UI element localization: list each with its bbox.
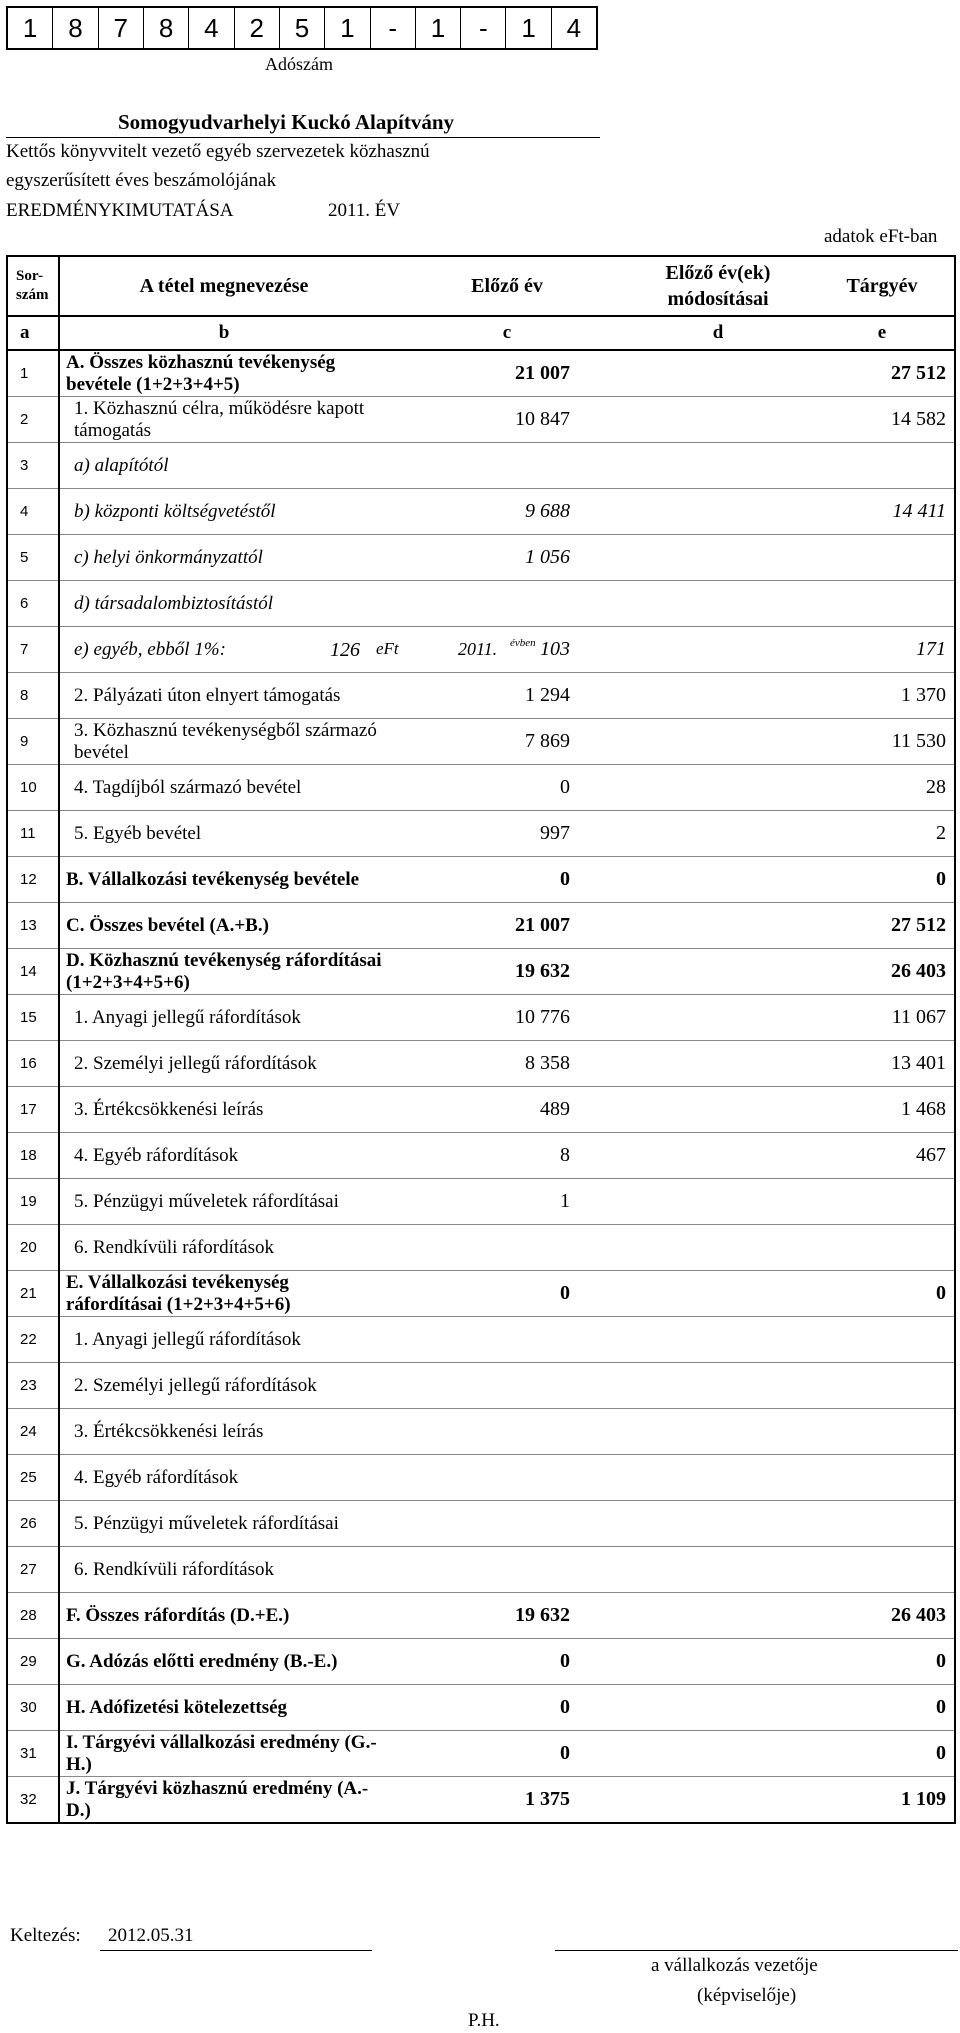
row-label bbox=[59, 1179, 388, 1225]
row-label bbox=[59, 1225, 388, 1271]
row-number: 19 bbox=[7, 1179, 59, 1225]
table-row bbox=[7, 1777, 955, 1824]
table-row bbox=[7, 857, 955, 903]
prev-year-value: 103 bbox=[388, 627, 626, 673]
prev-year-value: 0 bbox=[388, 1271, 626, 1317]
row-label-text: I. Tárgyévi vállalkozási eredmény (G.-H.) bbox=[66, 1731, 377, 1775]
row-label bbox=[59, 1593, 388, 1639]
letter-a: a bbox=[7, 316, 59, 350]
tax-number-digit: - bbox=[371, 8, 416, 48]
row-number: 14 bbox=[7, 949, 59, 995]
row-label bbox=[59, 489, 388, 535]
current-year-value bbox=[810, 1547, 955, 1593]
date-underline bbox=[100, 1950, 372, 1951]
modification-value bbox=[626, 489, 810, 535]
modification-value bbox=[626, 1639, 810, 1685]
row-label bbox=[59, 1271, 388, 1317]
table-row bbox=[7, 1087, 955, 1133]
row-label bbox=[59, 627, 536, 673]
table-row bbox=[7, 535, 955, 581]
row-label-text: 1. Anyagi jellegű ráfordítások bbox=[74, 1006, 301, 1028]
one-percent-year: 2011. bbox=[458, 639, 498, 659]
prev-year-value: 21 007 bbox=[388, 350, 626, 397]
prev-year-value bbox=[388, 1317, 626, 1363]
current-year-value: 11 067 bbox=[810, 995, 955, 1041]
prev-year-value: 489 bbox=[388, 1087, 626, 1133]
prev-year-value bbox=[388, 1363, 626, 1409]
modification-value bbox=[626, 1685, 810, 1731]
row-label bbox=[59, 1133, 388, 1179]
year-label: 2011. ÉV bbox=[328, 200, 401, 221]
current-year-value bbox=[810, 581, 955, 627]
modification-value bbox=[626, 1501, 810, 1547]
modification-value bbox=[626, 673, 810, 719]
prev-year-value bbox=[388, 1501, 626, 1547]
prev-year-value: 21 007 bbox=[388, 903, 626, 949]
tax-number-digit: 2 bbox=[235, 8, 280, 48]
units-note: adatok eFt-ban bbox=[824, 226, 938, 247]
prev-year-value: 9 688 bbox=[388, 489, 626, 535]
modification-value bbox=[626, 627, 810, 673]
current-year-value: 0 bbox=[810, 1731, 955, 1777]
row-label-text: B. Vállalkozási tevékenység bevétele bbox=[66, 868, 360, 890]
current-year-value: 467 bbox=[810, 1133, 955, 1179]
tax-number-digit: 5 bbox=[280, 8, 325, 48]
table-row bbox=[7, 1225, 955, 1271]
row-label-text: 3. Közhasznú tevékenységből származó bevétel bbox=[74, 719, 377, 763]
table-row bbox=[7, 1317, 955, 1363]
subtitle-line-1: Kettős könyvvitelt vezető egyéb szervezetek közhasznú bbox=[6, 141, 430, 162]
row-label bbox=[59, 350, 388, 397]
row-number: 30 bbox=[7, 1685, 59, 1731]
row-number: 5 bbox=[7, 535, 59, 581]
row-label bbox=[59, 1731, 388, 1777]
row-label bbox=[59, 903, 388, 949]
row-label bbox=[59, 1685, 388, 1731]
tax-number-digit: 1 bbox=[506, 8, 551, 48]
row-number: 3 bbox=[7, 443, 59, 489]
modification-value bbox=[626, 1409, 810, 1455]
prev-year-value: 1 294 bbox=[388, 673, 626, 719]
row-label bbox=[59, 1777, 388, 1824]
current-year-value: 26 403 bbox=[810, 1593, 955, 1639]
row-number: 16 bbox=[7, 1041, 59, 1087]
modification-value bbox=[626, 1133, 810, 1179]
one-percent-amount: 126 bbox=[330, 639, 360, 661]
modification-value bbox=[626, 1363, 810, 1409]
table-row bbox=[7, 627, 955, 673]
row-number: 23 bbox=[7, 1363, 59, 1409]
prev-year-value: 10 776 bbox=[388, 995, 626, 1041]
row-label-text: 2. Személyi jellegű ráfordítások bbox=[74, 1052, 317, 1074]
table-row bbox=[7, 765, 955, 811]
prev-year-value: 19 632 bbox=[388, 1593, 626, 1639]
modification-value bbox=[626, 1731, 810, 1777]
row-label bbox=[59, 1363, 388, 1409]
prev-year-value bbox=[388, 1455, 626, 1501]
prev-year-value bbox=[388, 1409, 626, 1455]
stamp-placeholder: P.H. bbox=[468, 2010, 500, 2031]
row-number: 11 bbox=[7, 811, 59, 857]
row-label-text: D. Közhasznú tevékenység ráfordításai (1+2+3+4+5+6) bbox=[66, 949, 382, 993]
modification-value bbox=[626, 1041, 810, 1087]
header-sorszam: Sor- szám bbox=[7, 256, 59, 316]
modification-value bbox=[626, 857, 810, 903]
row-label-text: 5. Pénzügyi műveletek ráfordításai bbox=[74, 1190, 339, 1212]
row-label-text: 4. Egyéb ráfordítások bbox=[74, 1466, 239, 1488]
modification-value bbox=[626, 581, 810, 627]
title-underline bbox=[6, 137, 600, 138]
modification-value bbox=[626, 1087, 810, 1133]
row-number: 15 bbox=[7, 995, 59, 1041]
header-modifications: Előző év(ek) módosításai bbox=[626, 256, 810, 316]
tax-number-digit: 4 bbox=[566, 12, 582, 43]
signer-subtitle: (képviselője) bbox=[697, 1985, 797, 2006]
row-number: 22 bbox=[7, 1317, 59, 1363]
modification-value bbox=[626, 535, 810, 581]
row-number: 31 bbox=[7, 1731, 59, 1777]
current-year-value bbox=[810, 1363, 955, 1409]
tax-number-digit: - bbox=[461, 8, 506, 48]
row-label-text: 5. Pénzügyi műveletek ráfordításai bbox=[74, 1512, 339, 1534]
organization-name: Somogyudvarhelyi Kuckó Alapítvány bbox=[118, 110, 455, 134]
row-label-text: 1. Anyagi jellegű ráfordítások bbox=[74, 1328, 301, 1350]
row-label bbox=[59, 673, 388, 719]
row-label-text: 1. Közhasznú célra, működésre kapott támogatás bbox=[74, 397, 365, 441]
row-label-text: J. Tárgyévi közhasznú eredmény (A.-D.) bbox=[66, 1777, 369, 1821]
prev-year-value: 1 375 bbox=[388, 1777, 626, 1824]
current-year-value bbox=[810, 443, 955, 489]
row-number: 27 bbox=[7, 1547, 59, 1593]
income-statement-table bbox=[6, 255, 956, 1824]
row-label bbox=[59, 1501, 388, 1547]
subtitle-line-3: EREDMÉNYKIMUTATÁSA bbox=[6, 200, 234, 221]
table-row bbox=[7, 995, 955, 1041]
current-year-value: 2 bbox=[810, 811, 955, 857]
modification-value bbox=[626, 1547, 810, 1593]
current-year-value: 14 411 bbox=[810, 489, 955, 535]
tax-number-box bbox=[6, 6, 598, 50]
tax-number-digit: 4 bbox=[189, 8, 234, 48]
header-name: A tétel megnevezése bbox=[59, 256, 388, 316]
signature-line bbox=[555, 1950, 958, 1951]
current-year-value bbox=[810, 1501, 955, 1547]
current-year-value: 27 512 bbox=[810, 350, 955, 397]
row-label-text: H. Adófizetési kötelezettség bbox=[66, 1696, 288, 1718]
prev-year-value bbox=[388, 581, 626, 627]
current-year-value: 11 530 bbox=[810, 719, 955, 765]
header-current-year: Tárgyév bbox=[810, 256, 955, 316]
table-row bbox=[7, 489, 955, 535]
prev-year-value: 0 bbox=[388, 1731, 626, 1777]
row-number: 10 bbox=[7, 765, 59, 811]
current-year-value: 1 370 bbox=[810, 673, 955, 719]
table-row bbox=[7, 719, 955, 765]
table-row bbox=[7, 811, 955, 857]
row-label-text: d) társadalombiztosítástól bbox=[74, 592, 273, 614]
row-label-text: 3. Értékcsökkenési leírás bbox=[74, 1420, 264, 1442]
row-number: 6 bbox=[7, 581, 59, 627]
letter-b: b bbox=[59, 316, 388, 350]
modification-value bbox=[626, 1271, 810, 1317]
table-row bbox=[7, 1041, 955, 1087]
row-label bbox=[59, 995, 388, 1041]
date-value: 2012.05.31 bbox=[108, 1925, 194, 1946]
table-row bbox=[7, 1501, 955, 1547]
modification-value bbox=[626, 443, 810, 489]
current-year-value: 0 bbox=[810, 1685, 955, 1731]
row-label-text: 4. Tagdíjból származó bevétel bbox=[74, 776, 302, 798]
table-row bbox=[7, 1455, 955, 1501]
current-year-value: 171 bbox=[810, 627, 955, 673]
row-label bbox=[59, 1409, 388, 1455]
table-row bbox=[7, 1179, 955, 1225]
table-row bbox=[7, 443, 955, 489]
modification-value bbox=[626, 719, 810, 765]
row-number: 17 bbox=[7, 1087, 59, 1133]
prev-year-value: 8 358 bbox=[388, 1041, 626, 1087]
row-label-text: 2. Személyi jellegű ráfordítások bbox=[74, 1374, 317, 1396]
row-number: 4 bbox=[7, 489, 59, 535]
table-row bbox=[7, 673, 955, 719]
current-year-value: 1 109 bbox=[810, 1777, 955, 1824]
prev-year-value: 8 bbox=[388, 1133, 626, 1179]
row-label bbox=[59, 1547, 388, 1593]
row-label-text: F. Összes ráfordítás (D.+E.) bbox=[66, 1604, 290, 1626]
row-number: 21 bbox=[7, 1271, 59, 1317]
table-header-row bbox=[7, 256, 955, 316]
modification-value bbox=[626, 811, 810, 857]
prev-year-value: 0 bbox=[388, 765, 626, 811]
row-number: 2 bbox=[7, 397, 59, 443]
prev-year-value bbox=[388, 1225, 626, 1271]
prev-year-value: 10 847 bbox=[388, 397, 626, 443]
tax-number-digit: 1 bbox=[8, 8, 53, 48]
row-number: 24 bbox=[7, 1409, 59, 1455]
row-number: 26 bbox=[7, 1501, 59, 1547]
current-year-value: 0 bbox=[810, 1271, 955, 1317]
modification-value bbox=[626, 995, 810, 1041]
current-year-value: 26 403 bbox=[810, 949, 955, 995]
row-label-text: C. Összes bevétel (A.+B.) bbox=[66, 914, 269, 936]
tax-number-digit: 1 bbox=[325, 8, 370, 48]
subtitle-line-2: egyszerűsített éves beszámolójának bbox=[6, 170, 277, 191]
row-label bbox=[59, 719, 388, 765]
modification-value bbox=[626, 949, 810, 995]
prev-year-value: 997 bbox=[388, 811, 626, 857]
table-row bbox=[7, 581, 955, 627]
prev-year-value: 0 bbox=[388, 1685, 626, 1731]
row-label bbox=[59, 443, 388, 489]
table-row bbox=[7, 1271, 955, 1317]
current-year-value: 13 401 bbox=[810, 1041, 955, 1087]
prev-year-value: 7 869 bbox=[388, 719, 626, 765]
modification-value bbox=[626, 1777, 810, 1824]
row-label-text: 3. Értékcsökkenési leírás bbox=[74, 1098, 264, 1120]
row-label bbox=[59, 581, 388, 627]
row-label bbox=[59, 1041, 388, 1087]
row-label-text: E. Vállalkozási tevékenység ráfordításai (1+2+3+4+5+6) bbox=[66, 1271, 291, 1315]
current-year-value: 0 bbox=[810, 1639, 955, 1685]
modification-value bbox=[626, 765, 810, 811]
row-number: 25 bbox=[7, 1455, 59, 1501]
modification-value bbox=[626, 1593, 810, 1639]
signer-title: a vállalkozás vezetője bbox=[651, 1955, 818, 1976]
letter-c: c bbox=[388, 316, 626, 350]
prev-year-value: 0 bbox=[388, 857, 626, 903]
tax-number-digit: 8 bbox=[53, 8, 98, 48]
row-label-text: c) helyi önkormányzattól bbox=[74, 546, 263, 568]
tax-number-digit: 7 bbox=[99, 8, 144, 48]
current-year-value: 28 bbox=[810, 765, 955, 811]
table-row bbox=[7, 903, 955, 949]
prev-year-value bbox=[388, 1547, 626, 1593]
row-label bbox=[59, 1317, 388, 1363]
table-row bbox=[7, 1731, 955, 1777]
tax-number-label: Adószám bbox=[265, 54, 333, 74]
table-row bbox=[7, 1547, 955, 1593]
row-label-text: 4. Egyéb ráfordítások bbox=[74, 1144, 239, 1166]
row-number: 12 bbox=[7, 857, 59, 903]
row-label-text: A. Összes közhasznú tevékenység bevétele (1+2+3+4+5) bbox=[66, 351, 336, 395]
row-label bbox=[59, 1639, 388, 1685]
current-year-value bbox=[810, 1179, 955, 1225]
prev-year-value bbox=[388, 443, 626, 489]
table-row bbox=[7, 1593, 955, 1639]
table-row bbox=[7, 949, 955, 995]
row-label-text: b) központi költségvetéstől bbox=[74, 500, 276, 522]
row-label bbox=[59, 535, 388, 581]
row-label bbox=[59, 949, 388, 995]
row-label bbox=[59, 1455, 388, 1501]
tax-number-digit: 8 bbox=[144, 8, 189, 48]
one-percent-year-suffix: évben bbox=[510, 637, 536, 649]
current-year-value: 27 512 bbox=[810, 903, 955, 949]
date-label: Keltezés: bbox=[10, 1925, 81, 1946]
modification-value bbox=[626, 1179, 810, 1225]
current-year-value: 14 582 bbox=[810, 397, 955, 443]
row-number: 13 bbox=[7, 903, 59, 949]
row-label bbox=[59, 811, 388, 857]
prev-year-value: 19 632 bbox=[388, 949, 626, 995]
row-label-text: 2. Pályázati úton elnyert támogatás bbox=[74, 684, 341, 706]
modification-value bbox=[626, 903, 810, 949]
current-year-value bbox=[810, 1455, 955, 1501]
header-prev-year: Előző év bbox=[388, 256, 626, 316]
prev-year-value: 1 bbox=[388, 1179, 626, 1225]
modification-value bbox=[626, 350, 810, 397]
row-number: 1 bbox=[7, 350, 59, 397]
row-number: 32 bbox=[7, 1777, 59, 1824]
row-label bbox=[59, 857, 388, 903]
current-year-value bbox=[810, 535, 955, 581]
current-year-value bbox=[810, 1317, 955, 1363]
prev-year-value: 0 bbox=[388, 1639, 626, 1685]
row-label-text: e) egyéb, ebből 1%: bbox=[74, 638, 226, 660]
row-number: 8 bbox=[7, 673, 59, 719]
current-year-value bbox=[810, 1409, 955, 1455]
row-label-text: 6. Rendkívüli ráfordítások bbox=[74, 1558, 274, 1580]
letter-d: d bbox=[626, 316, 810, 350]
table-row bbox=[7, 1685, 955, 1731]
tax-number-digit: 1 bbox=[416, 8, 461, 48]
row-number: 28 bbox=[7, 1593, 59, 1639]
column-letters-row bbox=[7, 316, 955, 350]
table-row bbox=[7, 1409, 955, 1455]
row-label-text: 6. Rendkívüli ráfordítások bbox=[74, 1236, 274, 1258]
row-number: 9 bbox=[7, 719, 59, 765]
current-year-value bbox=[810, 1225, 955, 1271]
row-number: 18 bbox=[7, 1133, 59, 1179]
modification-value bbox=[626, 1317, 810, 1363]
row-number: 7 bbox=[7, 627, 59, 673]
current-year-value: 0 bbox=[810, 857, 955, 903]
row-label bbox=[59, 765, 388, 811]
modification-value bbox=[626, 1225, 810, 1271]
one-percent-unit: eFt bbox=[376, 639, 399, 658]
row-number: 29 bbox=[7, 1639, 59, 1685]
table-row bbox=[7, 350, 955, 397]
row-label-text: 5. Egyéb bevétel bbox=[74, 822, 202, 844]
row-label-text: G. Adózás előtti eredmény (B.-E.) bbox=[66, 1650, 338, 1672]
modification-value bbox=[626, 397, 810, 443]
row-label bbox=[59, 397, 388, 443]
row-label-text: a) alapítótól bbox=[74, 454, 169, 476]
row-number: 20 bbox=[7, 1225, 59, 1271]
current-year-value: 1 468 bbox=[810, 1087, 955, 1133]
table-row bbox=[7, 1639, 955, 1685]
modification-value bbox=[626, 1455, 810, 1501]
prev-year-value: 1 056 bbox=[388, 535, 626, 581]
letter-e: e bbox=[810, 316, 955, 350]
row-label bbox=[59, 1087, 388, 1133]
table-row bbox=[7, 1363, 955, 1409]
table-row bbox=[7, 1133, 955, 1179]
table-row bbox=[7, 397, 955, 443]
